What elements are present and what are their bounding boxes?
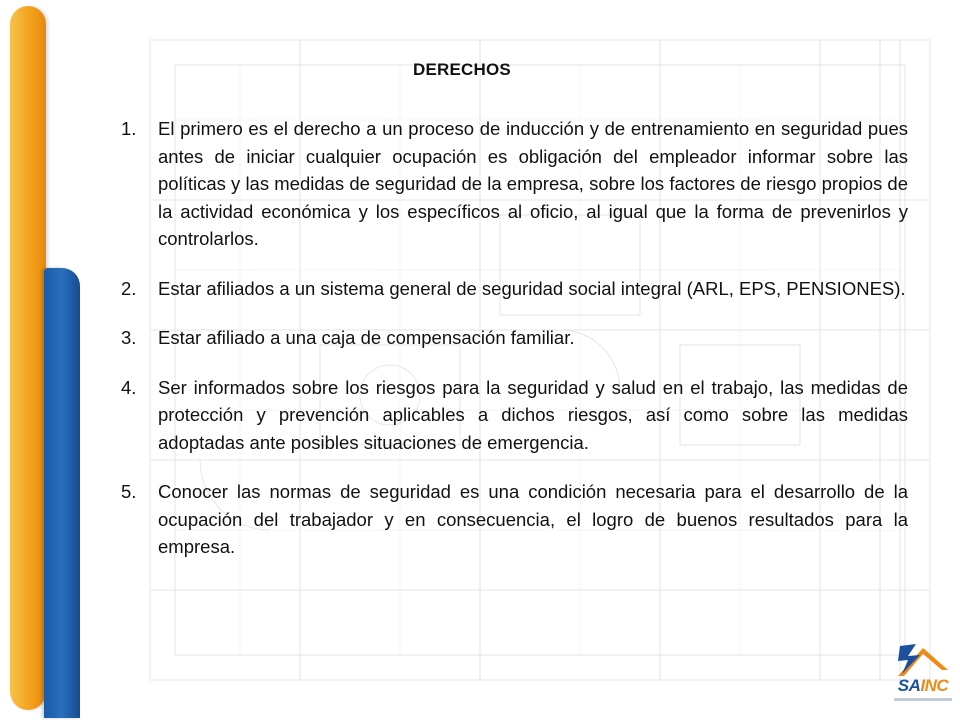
- orange-side-bar: [10, 6, 46, 710]
- logo-text-part1: SA: [897, 676, 921, 695]
- list-item-text: Estar afiliados a un sistema general de seguridad social integral (ARL, EPS, PENSIONES).: [158, 277, 906, 299]
- list-item-text: El primero es el derecho a un proceso de inducción y de entrenamiento en seguridad pues antes de iniciar cualquier ocupación es obligación del empleador informar sobre las políticas y las medidas de seguridad de la empresa, sobre los factores de riesgo propios de la actividad económica y los específicos al oficio, al igual que la forma de prevenirlos y controlarlos.: [158, 118, 908, 249]
- blue-side-bar: [44, 268, 80, 718]
- list-item: [118, 324, 908, 352]
- logo-text-part2: INC: [920, 676, 949, 695]
- list-item-number: 5.: [121, 481, 137, 502]
- house-lightning-icon: [894, 640, 952, 680]
- sainc-logo: [894, 640, 952, 710]
- list-item-number: 1.: [121, 118, 137, 139]
- list-item: [118, 478, 908, 561]
- rights-list: [118, 115, 908, 583]
- list-item-number: 4.: [121, 376, 137, 398]
- list-item: [118, 115, 908, 253]
- list-item: [118, 275, 908, 303]
- list-item: [118, 374, 908, 457]
- list-item-text: Ser informados sobre los riesgos para la seguridad y salud en el trabajo, las medidas de protección y prevención aplicables a dichos riesgos, así como sobre las medidas adoptadas ante posibles situaciones de emergencia.: [158, 376, 908, 453]
- list-item-text: Conocer las normas de seguridad es una condición necesaria para el desarrollo de la ocupación del trabajador y en consecuencia, el logro de buenos resultados para la empresa.: [158, 481, 908, 557]
- list-item-number: 2.: [121, 277, 137, 299]
- list-item-text: Estar afiliado a una caja de compensación familiar.: [158, 327, 575, 348]
- logo-text: [894, 676, 952, 696]
- list-item-number: 3.: [121, 327, 137, 348]
- slide-title: DERECHOS: [413, 60, 511, 79]
- logo-tagline-line: [894, 698, 952, 701]
